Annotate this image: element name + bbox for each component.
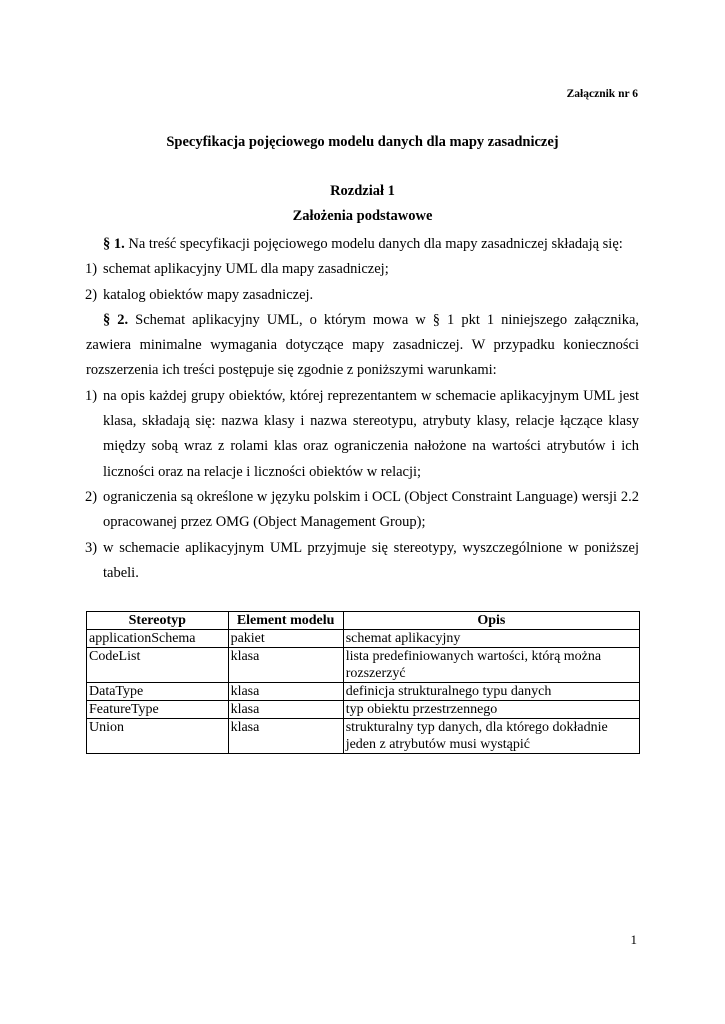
list-item-number: 1) <box>85 261 98 278</box>
table-cell: Union <box>87 719 229 754</box>
document-body <box>86 232 639 586</box>
table-cell: lista predefiniowanych wartości, którą można rozszerzyć <box>343 648 639 683</box>
section-2-mark: § 2. <box>103 311 129 328</box>
table-cell: DataType <box>87 683 229 701</box>
section-1-mark: § 1. <box>103 236 125 252</box>
table-cell: typ obiektu przestrzennego <box>343 701 639 719</box>
document-title: Specyfikacja pojęciowego modelu danych dla mapy zasadniczej <box>166 134 559 150</box>
list-item-number: 1) <box>85 387 98 404</box>
list-item-number: 2) <box>85 286 98 303</box>
table-cell: applicationSchema <box>87 630 229 648</box>
table-row <box>87 648 640 683</box>
list-item-number: 2) <box>85 488 98 505</box>
table-cell: FeatureType <box>87 701 229 719</box>
table-row <box>87 630 640 648</box>
table-cell: klasa <box>228 683 343 701</box>
list-item <box>86 257 639 282</box>
table-header-cell: Stereotyp <box>87 612 229 630</box>
list-item-text: w schemacie aplikacyjnym UML przyjmuje się stereotypy, wyszczególnione w poniższej tabeli. <box>103 539 639 581</box>
list-item-text: schemat aplikacyjny UML dla mapy zasadniczej; <box>103 261 389 278</box>
table-row <box>87 701 640 719</box>
table-cell: pakiet <box>228 630 343 648</box>
section-1-text: Na treść specyfikacji pojęciowego modelu danych dla mapy zasadniczej składają się: <box>124 236 623 252</box>
table-header-cell: Element modelu <box>228 612 343 630</box>
table-header-cell: Opis <box>343 612 639 630</box>
table-cell: strukturalny typ danych, dla którego dokładnie jeden z atrybutów musi wystąpić <box>343 719 639 754</box>
table-cell: schemat aplikacyjny <box>343 630 639 648</box>
table-cell: CodeList <box>87 648 229 683</box>
list-item-text: ograniczenia są określone w języku polskim i OCL (Object Constraint Language) wersji 2.2 opracowanej przez OMG (Object Management Group); <box>103 488 639 531</box>
table-row <box>87 683 640 701</box>
section-2-text: Schemat aplikacyjny UML, o którym mowa w § 1 pkt 1 niniejszego załącznika, zawiera minimalne wymagania dotyczące mapy zasadniczej. W przypadku konieczności rozszerzenia ich treści postępuje się zgodnie z poniższymi warunkami: <box>86 311 640 379</box>
section-2-paragraph <box>86 308 639 384</box>
stereotype-table <box>86 611 640 754</box>
chapter-heading: Rozdział 1 <box>330 183 395 199</box>
list-item-number: 3) <box>85 539 98 556</box>
list-item <box>86 384 639 485</box>
list-item-text: na opis każdej grupy obiektów, której reprezentantem w schemacie aplikacyjnym UML jest klasa, składają się: nazwa klasy i nazwa stereotypu, atrybuty klasy, relacje łączące klasy między sobą wraz z rolami klas oraz ograniczenia nałożone na wartości atrybutów i ich liczności oraz na relacje i liczności obiektów w relacji; <box>103 387 639 480</box>
table-row <box>87 719 640 754</box>
table-cell: definicja strukturalnego typu danych <box>343 683 639 701</box>
chapter-subheading: Założenia podstawowe <box>292 208 433 224</box>
table-cell: klasa <box>228 701 343 719</box>
table-cell: klasa <box>228 648 343 683</box>
table-header-row <box>87 612 640 630</box>
list-item <box>86 283 639 308</box>
section-1-paragraph <box>86 232 639 257</box>
annex-label: Załącznik nr 6 <box>566 88 638 100</box>
list-item <box>86 485 639 536</box>
list-item-text: katalog obiektów mapy zasadniczej. <box>103 286 314 303</box>
page-number: 1 <box>630 932 637 947</box>
table-cell: klasa <box>228 719 343 754</box>
list-item <box>86 536 639 587</box>
